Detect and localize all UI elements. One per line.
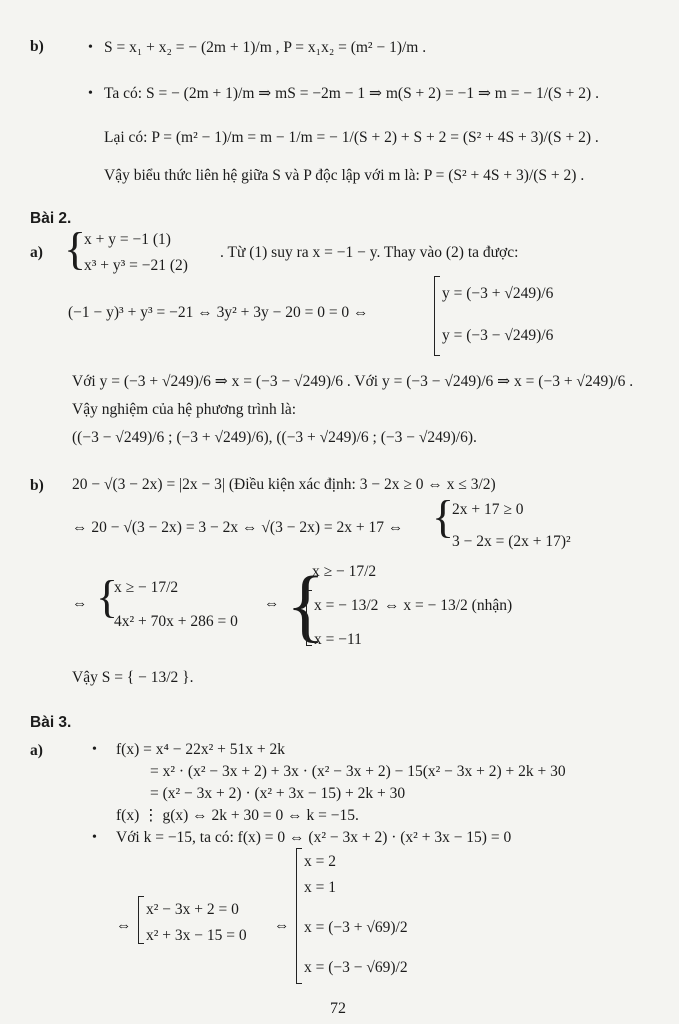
cases-bracket <box>306 590 312 646</box>
equiv-symbol: ⇔ <box>116 917 132 934</box>
system-brace: { <box>64 223 87 274</box>
bai2-a-line-2: (−1 − y)³ + y³ = −21 ⇔ 3y² + 3y − 20 = 0 = 0 ⇔ <box>68 304 369 321</box>
bai2-b-line-1: 20 − √(3 − 2x) = |2x − 3| (Điều kiện xác định: 3 − 2x ≥ 0 ⇔ x ≤ 3/2) <box>72 476 496 493</box>
bai2-a-case-2: y = (−3 − √249)/6 <box>442 327 554 344</box>
bai3-root-3: x = (−3 + √69)/2 <box>304 919 408 936</box>
system-brace: { <box>286 559 326 650</box>
bai3-root-1: x = 2 <box>304 853 336 870</box>
bai3-root-4: x = (−3 − √69)/2 <box>304 959 408 976</box>
bai2-a-line-3: Với y = (−3 + √249)/6 ⇒ x = (−3 − √249)/6 . Với y = (−3 − √249)/6 ⇒ x = (−3 + √249)/6 . <box>72 373 634 390</box>
cases-bracket <box>296 848 302 984</box>
bullet: • <box>88 40 93 55</box>
bai2-a-text: . Từ (1) suy ra x = −1 − y. Thay vào (2) ta được: <box>220 244 519 261</box>
equiv-symbol: ⇔ <box>274 917 290 934</box>
equiv-symbol: ⇔ <box>72 595 88 612</box>
bai2-b-conclusion: Vậy S = { − 13/2 }. <box>72 669 194 686</box>
bai2-b-line-2: ⇔ 20 − √(3 − 2x) = 3 − 2x ⇔ √(3 − 2x) = 2x + 17 ⇔ <box>72 519 404 536</box>
system-brace: { <box>96 571 119 622</box>
bai2-b-sys2-a: x ≥ − 17/2 <box>114 579 179 596</box>
b1-line-4: Vậy biểu thức liên hệ giữa S và P độc lập với m là: P = (S² + 4S + 3)/(S + 2) . <box>104 167 585 184</box>
bai2-b-sys3-a: x ≥ − 17/2 <box>312 563 377 580</box>
bai2-a-solution: ((−3 − √249)/6 ; (−3 + √249)/6), ((−3 + √249)/6 ; (−3 − √249)/6). <box>72 429 477 446</box>
bai2-b-sys2-b: 4x² + 70x + 286 = 0 <box>114 613 238 630</box>
bai2-b-sys-b: 3 − 2x = (2x + 17)² <box>452 533 571 550</box>
cases-bracket <box>138 896 144 944</box>
b1-line-3: Lại có: P = (m² − 1)/m = m − 1/m = − 1/(S + 2) + S + 2 = (S² + 4S + 3)/(S + 2) . <box>104 129 599 146</box>
bai2-b-result: ⇔ x = − 13/2 (nhận) <box>384 597 513 614</box>
bai2-a-case-1: y = (−3 + √249)/6 <box>442 285 554 302</box>
bai2-b-sys3-c: x = −11 <box>314 631 362 648</box>
bai3-line-1: f(x) = x⁴ − 22x² + 51x + 2k <box>116 741 286 758</box>
b1-line-1: S = x₁ + x₂ = − (2m + 1)/m , P = x₁x₂ = (m² − 1)/m . <box>104 39 427 56</box>
bai3-sys-a: x² − 3x + 2 = 0 <box>146 901 239 918</box>
system-brace: { <box>432 491 455 542</box>
part-b-label: b) <box>30 38 44 55</box>
bai-2-heading: Bài 2. <box>30 210 72 227</box>
bai2-b-sys-a: 2x + 17 ≥ 0 <box>452 501 524 518</box>
bullet: • <box>88 86 93 101</box>
bai3-line-4: f(x) ⋮ g(x) ⇔ 2k + 30 = 0 ⇔ k = −15. <box>116 807 359 824</box>
page-number: 72 <box>330 1000 346 1017</box>
bai2-system-eq1: x + y = −1 (1) <box>84 231 171 248</box>
bai3-sys-b: x² + 3x − 15 = 0 <box>146 927 247 944</box>
part-a-label: a) <box>30 742 43 759</box>
bai2-a-line-4: Vậy nghiệm của hệ phương trình là: <box>72 401 297 418</box>
bai3-root-2: x = 1 <box>304 879 336 896</box>
bai-3-heading: Bài 3. <box>30 714 72 731</box>
equiv-symbol: ⇔ <box>264 595 280 612</box>
bai2-system-eq2: x³ + y³ = −21 (2) <box>84 257 188 274</box>
bullet: • <box>92 742 97 757</box>
part-a-label: a) <box>30 244 43 261</box>
bai3-line-5: Với k = −15, ta có: f(x) = 0 ⇔ (x² − 3x + 2) · (x² + 3x − 15) = 0 <box>116 829 512 846</box>
bai3-line-2: = x² · (x² − 3x + 2) + 3x · (x² − 3x + 2) − 15(x² − 3x + 2) + 2k + 30 <box>150 763 566 780</box>
cases-bracket <box>434 276 440 356</box>
bullet: • <box>92 830 97 845</box>
bai2-b-sys3-b: x = − 13/2 <box>314 597 379 614</box>
b1-line-2: Ta có: S = − (2m + 1)/m ⇒ mS = −2m − 1 ⇒ m(S + 2) = −1 ⇒ m = − 1/(S + 2) . <box>104 85 599 102</box>
bai3-line-3: = (x² − 3x + 2) · (x² + 3x − 15) + 2k + 30 <box>150 785 406 802</box>
part-b-label: b) <box>30 477 44 494</box>
